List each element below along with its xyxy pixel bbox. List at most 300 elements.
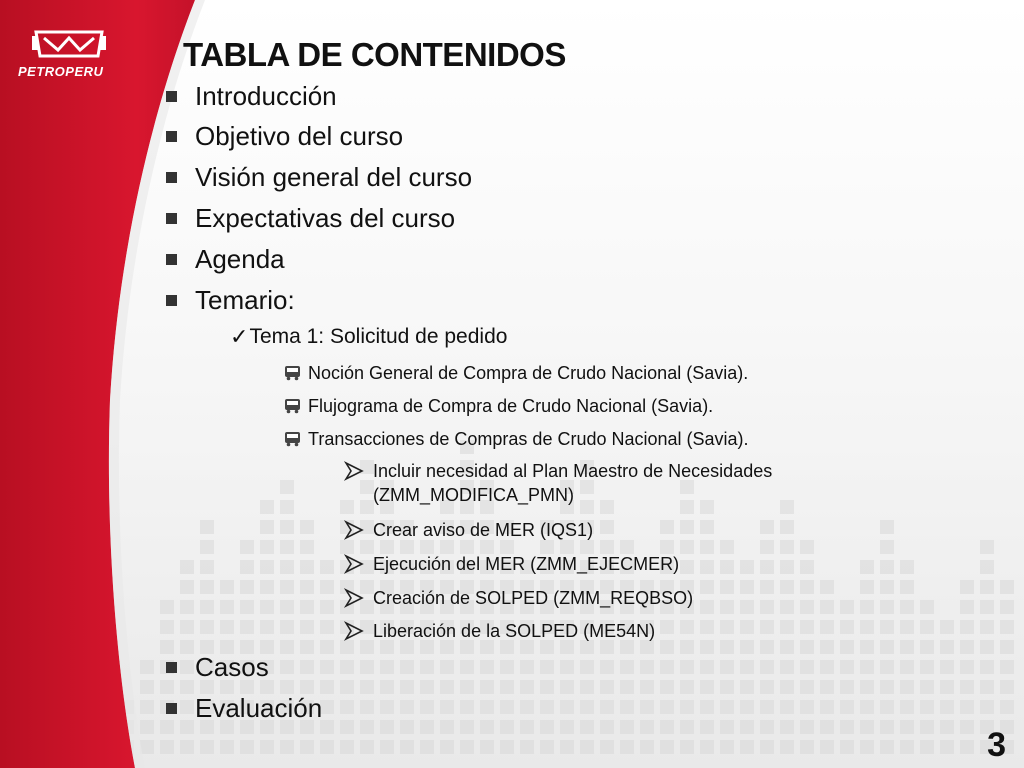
equalizer-block <box>200 560 214 574</box>
equalizer-block <box>260 600 274 614</box>
equalizer-block <box>400 700 414 714</box>
equalizer-block <box>380 700 394 714</box>
equalizer-block <box>900 720 914 734</box>
equalizer-block <box>740 680 754 694</box>
equalizer-block <box>740 580 754 594</box>
equalizer-block <box>720 700 734 714</box>
equalizer-block <box>760 660 774 674</box>
equalizer-block <box>300 600 314 614</box>
equalizer-block <box>700 600 714 614</box>
equalizer-block <box>920 700 934 714</box>
equalizer-block <box>960 620 974 634</box>
equalizer-block <box>820 660 834 674</box>
equalizer-block <box>900 640 914 654</box>
equalizer-block <box>400 680 414 694</box>
equalizer-block <box>920 640 934 654</box>
equalizer-block <box>700 700 714 714</box>
equalizer-block <box>800 540 814 554</box>
equalizer-block <box>960 660 974 674</box>
equalizer-block <box>720 680 734 694</box>
equalizer-block <box>880 600 894 614</box>
equalizer-block <box>240 540 254 554</box>
slide-title: TABLA DE CONTENIDOS <box>183 36 566 73</box>
equalizer-block <box>940 640 954 654</box>
equalizer-block <box>840 680 854 694</box>
equalizer-block <box>700 660 714 674</box>
equalizer-block <box>280 620 294 634</box>
equalizer-block <box>720 620 734 634</box>
equalizer-block <box>1000 600 1014 614</box>
equalizer-block <box>420 680 434 694</box>
equalizer-block <box>820 720 834 734</box>
equalizer-block <box>700 640 714 654</box>
equalizer-block <box>280 520 294 534</box>
equalizer-block <box>680 720 694 734</box>
equalizer-block <box>240 680 254 694</box>
equalizer-block <box>920 660 934 674</box>
equalizer-block <box>180 620 194 634</box>
equalizer-block <box>800 740 814 754</box>
equalizer-block <box>880 580 894 594</box>
equalizer-block <box>240 740 254 754</box>
equalizer-block <box>800 580 814 594</box>
equalizer-block <box>700 540 714 554</box>
equalizer-block <box>280 600 294 614</box>
equalizer-block <box>360 660 374 674</box>
equalizer-block <box>380 660 394 674</box>
equalizer-block <box>500 680 514 694</box>
equalizer-block <box>200 540 214 554</box>
equalizer-block <box>520 740 534 754</box>
equalizer-block <box>780 640 794 654</box>
equalizer-block <box>960 580 974 594</box>
equalizer-block <box>840 660 854 674</box>
equalizer-block <box>920 620 934 634</box>
equalizer-block <box>600 680 614 694</box>
equalizer-block <box>780 700 794 714</box>
square-bullet-icon <box>166 91 177 102</box>
equalizer-block <box>760 580 774 594</box>
equalizer-block <box>520 680 534 694</box>
equalizer-block <box>720 600 734 614</box>
equalizer-block <box>420 740 434 754</box>
equalizer-block <box>640 680 654 694</box>
equalizer-block <box>340 680 354 694</box>
equalizer-block <box>260 500 274 514</box>
topic-item: Noción General de Compra de Crudo Nacional (Savia). <box>284 362 748 384</box>
equalizer-block <box>740 700 754 714</box>
equalizer-block <box>720 660 734 674</box>
equalizer-block <box>300 740 314 754</box>
equalizer-block <box>420 720 434 734</box>
equalizer-block <box>740 640 754 654</box>
equalizer-block <box>920 740 934 754</box>
equalizer-block <box>460 700 474 714</box>
equalizer-block <box>860 740 874 754</box>
equalizer-block <box>680 700 694 714</box>
equalizer-block <box>320 600 334 614</box>
equalizer-block <box>460 720 474 734</box>
equalizer-block <box>380 740 394 754</box>
topic-item: Transacciones de Compras de Crudo Nacional (Savia). <box>284 428 749 450</box>
equalizer-block <box>880 720 894 734</box>
equalizer-block <box>660 720 674 734</box>
equalizer-block <box>440 720 454 734</box>
equalizer-block <box>580 720 594 734</box>
equalizer-block <box>700 740 714 754</box>
equalizer-block <box>740 600 754 614</box>
equalizer-block <box>560 700 574 714</box>
equalizer-block <box>960 740 974 754</box>
equalizer-block <box>760 600 774 614</box>
equalizer-block <box>1000 620 1014 634</box>
square-bullet-icon <box>166 254 177 265</box>
equalizer-block <box>980 700 994 714</box>
equalizer-block <box>780 520 794 534</box>
equalizer-block <box>860 660 874 674</box>
equalizer-block <box>760 620 774 634</box>
equalizer-block <box>840 700 854 714</box>
equalizer-block <box>460 740 474 754</box>
equalizer-block <box>140 740 154 754</box>
equalizer-block <box>320 580 334 594</box>
equalizer-block <box>580 660 594 674</box>
equalizer-block <box>800 640 814 654</box>
equalizer-block <box>700 680 714 694</box>
equalizer-block <box>160 600 174 614</box>
equalizer-block <box>240 580 254 594</box>
equalizer-block <box>780 580 794 594</box>
arrowhead-icon <box>344 588 364 608</box>
equalizer-block <box>760 540 774 554</box>
equalizer-block <box>520 700 534 714</box>
equalizer-block <box>720 720 734 734</box>
equalizer-block <box>260 620 274 634</box>
bus-icon <box>284 431 301 447</box>
equalizer-block <box>480 720 494 734</box>
equalizer-block <box>820 680 834 694</box>
transaction-item: Creación de SOLPED (ZMM_REQBSO) <box>344 586 693 610</box>
equalizer-block <box>900 580 914 594</box>
equalizer-block <box>420 660 434 674</box>
equalizer-block <box>300 540 314 554</box>
square-bullet-icon <box>166 662 177 673</box>
equalizer-block <box>660 740 674 754</box>
equalizer-block <box>200 580 214 594</box>
equalizer-block <box>980 580 994 594</box>
equalizer-block <box>560 740 574 754</box>
equalizer-block <box>640 660 654 674</box>
equalizer-block <box>220 620 234 634</box>
checkmark-icon: ✓ <box>230 324 249 349</box>
equalizer-block <box>960 640 974 654</box>
equalizer-block <box>700 560 714 574</box>
bus-icon <box>284 398 301 414</box>
equalizer-block <box>820 620 834 634</box>
equalizer-block <box>280 500 294 514</box>
equalizer-block <box>240 620 254 634</box>
equalizer-block <box>840 600 854 614</box>
equalizer-block <box>760 680 774 694</box>
equalizer-block <box>840 720 854 734</box>
equalizer-block <box>600 720 614 734</box>
equalizer-block <box>460 660 474 674</box>
equalizer-block <box>880 640 894 654</box>
equalizer-block <box>660 680 674 694</box>
equalizer-block <box>940 720 954 734</box>
equalizer-block <box>240 600 254 614</box>
equalizer-block <box>720 540 734 554</box>
equalizer-block <box>860 620 874 634</box>
equalizer-block <box>780 560 794 574</box>
equalizer-block <box>880 660 894 674</box>
equalizer-block <box>980 620 994 634</box>
equalizer-block <box>880 540 894 554</box>
equalizer-block <box>560 720 574 734</box>
equalizer-block <box>740 660 754 674</box>
equalizer-block <box>140 720 154 734</box>
equalizer-block <box>700 580 714 594</box>
equalizer-block <box>420 700 434 714</box>
equalizer-block <box>880 520 894 534</box>
equalizer-block <box>940 700 954 714</box>
equalizer-block <box>980 680 994 694</box>
equalizer-block <box>460 680 474 694</box>
equalizer-block <box>600 660 614 674</box>
equalizer-block <box>740 740 754 754</box>
equalizer-block <box>560 680 574 694</box>
equalizer-block <box>800 600 814 614</box>
equalizer-block <box>580 700 594 714</box>
equalizer-block <box>480 680 494 694</box>
arrowhead-icon <box>344 554 364 574</box>
equalizer-block <box>940 740 954 754</box>
list-item: Evaluación <box>166 693 322 723</box>
equalizer-block <box>480 660 494 674</box>
equalizer-block <box>180 740 194 754</box>
equalizer-block <box>940 680 954 694</box>
equalizer-block <box>400 740 414 754</box>
equalizer-block <box>200 680 214 694</box>
equalizer-block <box>740 620 754 634</box>
equalizer-block <box>960 720 974 734</box>
equalizer-block <box>680 640 694 654</box>
equalizer-block <box>160 680 174 694</box>
equalizer-block <box>780 680 794 694</box>
equalizer-block <box>760 720 774 734</box>
equalizer-block <box>620 680 634 694</box>
equalizer-block <box>680 740 694 754</box>
equalizer-block <box>880 620 894 634</box>
list-item: Expectativas del curso <box>166 203 455 233</box>
equalizer-block <box>800 720 814 734</box>
equalizer-block <box>800 660 814 674</box>
equalizer-block <box>900 740 914 754</box>
equalizer-block <box>140 680 154 694</box>
equalizer-block <box>340 740 354 754</box>
equalizer-block <box>280 740 294 754</box>
equalizer-block <box>300 620 314 634</box>
list-item: Visión general del curso <box>166 162 472 192</box>
equalizer-block <box>840 740 854 754</box>
equalizer-block <box>820 700 834 714</box>
equalizer-block <box>800 560 814 574</box>
equalizer-block <box>300 640 314 654</box>
equalizer-block <box>160 620 174 634</box>
equalizer-block <box>880 680 894 694</box>
equalizer-block <box>380 720 394 734</box>
equalizer-block <box>140 700 154 714</box>
arrowhead-icon <box>344 621 364 641</box>
equalizer-block <box>500 720 514 734</box>
equalizer-block <box>440 660 454 674</box>
equalizer-block <box>260 560 274 574</box>
equalizer-block <box>640 740 654 754</box>
equalizer-block <box>940 620 954 634</box>
list-item: Temario: <box>166 285 295 315</box>
equalizer-block <box>600 520 614 534</box>
equalizer-block <box>300 580 314 594</box>
equalizer-block <box>200 600 214 614</box>
equalizer-block <box>440 740 454 754</box>
equalizer-block <box>860 700 874 714</box>
equalizer-block <box>640 720 654 734</box>
equalizer-block <box>180 680 194 694</box>
transaction-item: Ejecución del MER (ZMM_EJECMER) <box>344 552 679 576</box>
equalizer-block <box>780 660 794 674</box>
square-bullet-icon <box>166 131 177 142</box>
equalizer-block <box>540 680 554 694</box>
equalizer-block <box>340 660 354 674</box>
equalizer-block <box>300 680 314 694</box>
equalizer-block <box>260 740 274 754</box>
equalizer-block <box>900 600 914 614</box>
transaction-item: Incluir necesidad al Plan Maestro de Necesidades (ZMM_MODIFICA_PMN) <box>344 459 904 507</box>
equalizer-block <box>880 560 894 574</box>
equalizer-block <box>300 520 314 534</box>
list-item: Casos <box>166 652 269 682</box>
list-item: Agenda <box>166 244 285 274</box>
equalizer-block <box>620 740 634 754</box>
square-bullet-icon <box>166 703 177 714</box>
equalizer-block <box>580 680 594 694</box>
equalizer-block <box>700 520 714 534</box>
equalizer-block <box>680 520 694 534</box>
equalizer-block <box>520 660 534 674</box>
list-item: Objetivo del curso <box>166 121 403 151</box>
equalizer-block <box>1000 660 1014 674</box>
equalizer-block <box>280 480 294 494</box>
brand-wordmark: PETROPERU <box>18 64 104 79</box>
equalizer-block <box>1000 580 1014 594</box>
equalizer-block <box>680 560 694 574</box>
equalizer-block <box>220 680 234 694</box>
equalizer-block <box>340 720 354 734</box>
equalizer-block <box>860 600 874 614</box>
equalizer-block <box>360 720 374 734</box>
equalizer-block <box>980 540 994 554</box>
equalizer-block <box>180 600 194 614</box>
equalizer-block <box>840 620 854 634</box>
equalizer-block <box>720 740 734 754</box>
equalizer-block <box>780 600 794 614</box>
equalizer-block <box>860 560 874 574</box>
equalizer-block <box>140 660 154 674</box>
equalizer-block <box>260 680 274 694</box>
equalizer-block <box>280 640 294 654</box>
equalizer-block <box>1000 680 1014 694</box>
bus-icon <box>284 365 301 381</box>
equalizer-block <box>980 660 994 674</box>
equalizer-block <box>780 720 794 734</box>
equalizer-block <box>660 640 674 654</box>
equalizer-block <box>520 720 534 734</box>
equalizer-block <box>920 600 934 614</box>
equalizer-block <box>540 720 554 734</box>
equalizer-block <box>860 720 874 734</box>
equalizer-block <box>980 640 994 654</box>
topic-item: Flujograma de Compra de Crudo Nacional (Savia). <box>284 395 713 417</box>
equalizer-block <box>560 660 574 674</box>
equalizer-block <box>760 740 774 754</box>
equalizer-block <box>200 740 214 754</box>
equalizer-block <box>620 660 634 674</box>
equalizer-block <box>260 540 274 554</box>
equalizer-block <box>600 740 614 754</box>
equalizer-block <box>260 520 274 534</box>
petroperu-logo <box>14 26 124 66</box>
equalizer-block <box>800 700 814 714</box>
square-bullet-icon <box>166 295 177 306</box>
equalizer-block <box>340 700 354 714</box>
equalizer-block <box>320 660 334 674</box>
tema-item: ✓ Tema 1: Solicitud de pedido <box>230 324 508 349</box>
equalizer-block <box>440 680 454 694</box>
equalizer-block <box>160 740 174 754</box>
equalizer-block <box>320 620 334 634</box>
equalizer-block <box>400 720 414 734</box>
equalizer-block <box>700 620 714 634</box>
equalizer-block <box>620 720 634 734</box>
equalizer-block <box>1000 640 1014 654</box>
equalizer-block <box>200 620 214 634</box>
equalizer-block <box>260 580 274 594</box>
equalizer-block <box>860 580 874 594</box>
equalizer-block <box>680 660 694 674</box>
equalizer-block <box>280 660 294 674</box>
equalizer-block <box>200 520 214 534</box>
equalizer-block <box>780 740 794 754</box>
equalizer-block <box>680 680 694 694</box>
equalizer-block <box>740 560 754 574</box>
equalizer-block <box>900 620 914 634</box>
equalizer-block <box>940 660 954 674</box>
equalizer-block <box>820 640 834 654</box>
equalizer-block <box>380 680 394 694</box>
equalizer-block <box>760 700 774 714</box>
equalizer-block <box>220 740 234 754</box>
equalizer-block <box>700 720 714 734</box>
equalizer-block <box>280 560 294 574</box>
equalizer-block <box>780 620 794 634</box>
equalizer-block <box>600 700 614 714</box>
equalizer-block <box>980 560 994 574</box>
equalizer-block <box>280 680 294 694</box>
equalizer-block <box>840 640 854 654</box>
equalizer-block <box>880 700 894 714</box>
equalizer-block <box>300 560 314 574</box>
equalizer-block <box>720 640 734 654</box>
